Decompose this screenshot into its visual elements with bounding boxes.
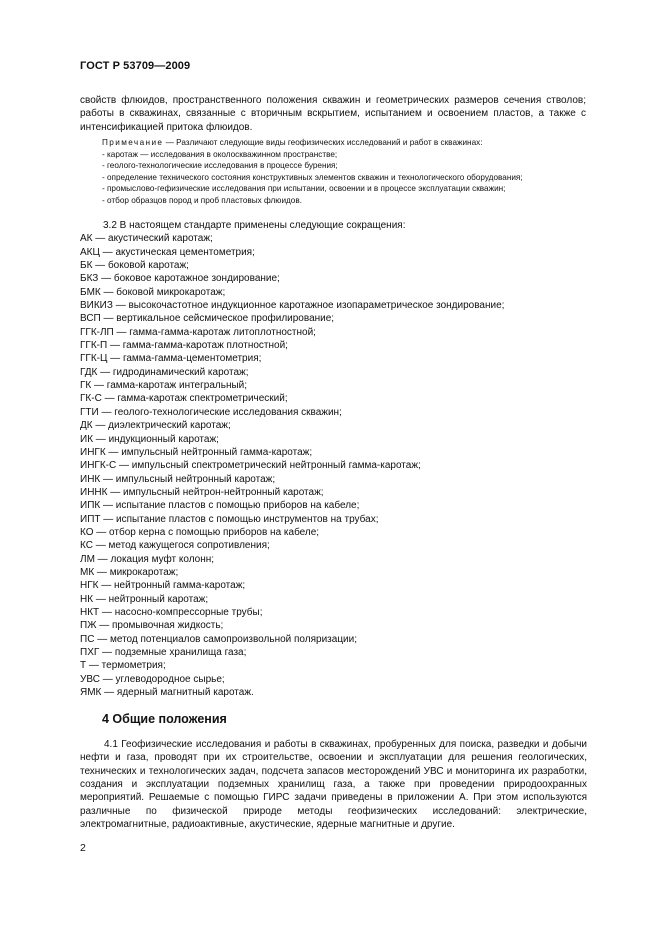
note-item: - отбор образцов пород и проб пластовых флюидов. bbox=[102, 195, 302, 205]
abbreviation-item: ИК — индукционный каротаж; bbox=[80, 433, 219, 445]
abbreviation-item: КС — метод кажущегося сопротивления; bbox=[80, 540, 270, 552]
abbreviation-item: ГГК-Ц — гамма-гамма-цементометрия; bbox=[80, 353, 262, 365]
section-paragraph: 4.1 Геофизические исследования и работы в скважинах, пробуренных для поиска, разведки и добычи нефти и газа, проводят при их строительстве, освоении и эксплуатации для решения геологических, технических и технологических задач, подсчета запасов месторождений УВС и мониторинга их разработки, создания и эксплуатации подземных хранилищ газа, а также при проведении природоохранных мероприятий. Решаемые с помощью ГИРС задачи приведены в приложении А. При этом используются различные по физической природе методы геофизических исследований: электрические, электромагнитные, радиоактивные, акустические, ядерные магнитные и другие. bbox=[80, 739, 587, 831]
abbreviation-item: ГГК-П — гамма-гамма-каротаж плотностной; bbox=[80, 340, 288, 352]
abbreviation-item: НКТ — насосно-компрессорные трубы; bbox=[80, 606, 263, 618]
abbreviation-item: ИНК — импульсный нейтронный каротаж; bbox=[80, 473, 276, 485]
document-header: ГОСТ Р 53709—2009 bbox=[80, 60, 191, 72]
abbreviation-item: ПЖ — промывочная жидкость; bbox=[80, 620, 224, 632]
abbreviation-item: ВИКИЗ — высокочастотное индукционное каротажное изопараметрическое зондирование; bbox=[80, 300, 505, 312]
abbreviation-item: ГГК-ЛП — гамма-гамма-каротаж литоплотностной; bbox=[80, 326, 316, 338]
continuation-paragraph: свойств флюидов, пространственного положения скважин и геометрических размеров сечения стволов; работы в скважинах, связанные с вторичным вскрытием, испытанием и освоением пластов, а также с интенсификацией притока флюидов. bbox=[80, 95, 586, 133]
abbreviations-intro: 3.2 В настоящем стандарте применены следующие сокращения: bbox=[103, 220, 406, 231]
note-block bbox=[102, 137, 590, 206]
note-text: — Различают следующие виды геофизических исследований и работ в скважинах: bbox=[165, 138, 483, 147]
abbreviation-item: УВС — углеводородное сырье; bbox=[80, 673, 225, 685]
abbreviation-item: ГТИ — геолого-технологические исследования скважин; bbox=[80, 406, 342, 418]
abbreviation-item: МК — микрокаротаж; bbox=[80, 566, 179, 578]
page-number: 2 bbox=[80, 842, 86, 854]
note-item: - определение технического состояния конструктивных элементов скважин и технологического оборудования; bbox=[102, 172, 523, 182]
abbreviation-item: ИПК — испытание пластов с помощью приборов на кабеле; bbox=[80, 500, 360, 512]
abbreviation-item: ДК — диэлектрический каротаж; bbox=[80, 420, 231, 432]
note-item: - каротаж — исследования в околоскважинном пространстве; bbox=[102, 149, 338, 159]
abbreviation-item: ЯМК — ядерный магнитный каротаж. bbox=[80, 687, 254, 699]
note-item: - промыслово-гефизические исследования при испытании, освоении и в процессе эксплуатации скважин; bbox=[102, 184, 506, 193]
abbreviation-item: ПС — метод потенциалов самопроизвольной поляризации; bbox=[80, 633, 357, 645]
note-item: - геолого-технологические исследования в процессе бурения; bbox=[102, 161, 338, 170]
abbreviation-item: КО — отбор керна с помощью приборов на кабеле; bbox=[80, 526, 320, 538]
abbreviation-item: АКЦ — акустическая цементометрия; bbox=[80, 246, 255, 258]
abbreviation-item: НГК — нейтронный гамма-каротаж; bbox=[80, 580, 246, 592]
abbreviation-item: ИНГК — импульсный нейтронный гамма-каротаж; bbox=[80, 446, 313, 458]
abbreviation-item: БКЗ — боковое каротажное зондирование; bbox=[80, 273, 280, 285]
abbreviation-item: ГДК — гидродинамический каротаж; bbox=[80, 366, 249, 378]
abbreviation-item: ГК — гамма-каротаж интегральный; bbox=[80, 380, 248, 392]
abbreviation-item: АК — акустический каротаж; bbox=[80, 233, 213, 245]
abbreviation-item: ИННК — импульсный нейтрон-нейтронный каротаж; bbox=[80, 486, 324, 498]
abbreviation-item: ВСП — вертикальное сейсмическое профилирование; bbox=[80, 313, 335, 325]
abbreviation-item: НК — нейтронный каротаж; bbox=[80, 593, 209, 605]
note-heading bbox=[102, 137, 590, 149]
section-heading: 4 Общие положения bbox=[102, 712, 227, 726]
abbreviation-item: ЛМ — локация муфт колонн; bbox=[80, 553, 215, 565]
abbreviation-item: ИПТ — испытание пластов с помощью инструментов на трубах; bbox=[80, 513, 379, 525]
note-label: Примечание bbox=[102, 138, 164, 147]
abbreviation-item: Т — термометрия; bbox=[80, 660, 166, 672]
abbreviation-item: БК — боковой каротаж; bbox=[80, 260, 189, 272]
abbreviations-section bbox=[80, 219, 586, 699]
abbreviation-item: ИНГК-С — импульсный спектрометрический нейтронный гамма-каротаж; bbox=[80, 460, 421, 472]
abbreviation-item: БМК — боковой микрокаротаж; bbox=[80, 286, 226, 298]
abbreviation-item: ПХГ — подземные хранилища газа; bbox=[80, 647, 247, 658]
abbreviation-item: ГК-С — гамма-каротаж спектрометрический; bbox=[80, 393, 288, 405]
